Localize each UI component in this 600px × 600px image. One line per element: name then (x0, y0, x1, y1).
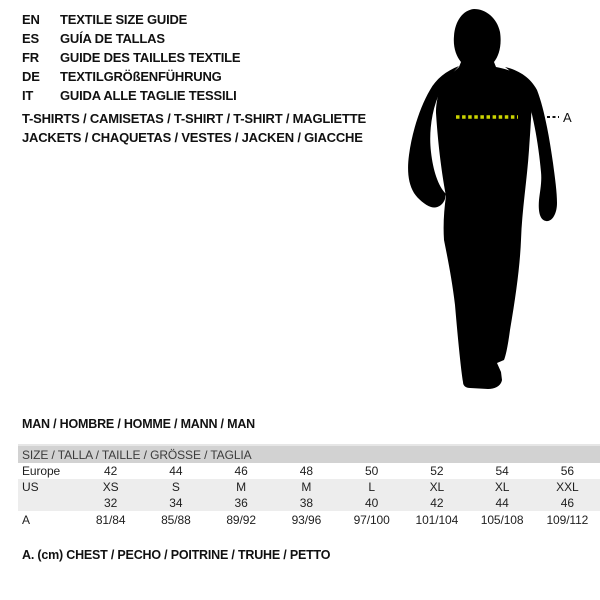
measure-label-a: A (563, 110, 572, 125)
language-row (22, 29, 240, 48)
category-tshirts: T-SHIRTS / CAMISETAS / T-SHIRT / T-SHIRT / MAGLIETTE (22, 111, 366, 126)
size-value: XXL (556, 480, 579, 494)
size-value: 46 (234, 464, 248, 478)
size-value: 44 (495, 496, 509, 510)
size-value: 32 (104, 496, 118, 510)
language-code: IT (22, 88, 34, 103)
size-value: 109/112 (546, 512, 589, 527)
language-row (22, 10, 240, 29)
size-value: 97/100 (353, 512, 390, 527)
silhouette-body (436, 9, 532, 389)
language-title: GUÍA DE TALLAS (60, 31, 165, 46)
size-value: M (236, 480, 247, 494)
language-title: GUIDA ALLE TAGLIE TESSILI (60, 88, 237, 103)
table-row-chest-a (18, 511, 600, 528)
language-code: ES (22, 31, 39, 46)
table-row-us (18, 479, 600, 495)
size-value: 36 (234, 496, 248, 510)
size-value: 93/96 (291, 512, 322, 527)
size-value: 38 (299, 496, 313, 510)
size-value: 40 (365, 496, 379, 510)
language-row (22, 67, 240, 86)
language-title: TEXTILGRÖßENFÜHRUNG (60, 69, 222, 84)
size-value: 54 (495, 464, 509, 478)
size-value: M (301, 480, 312, 494)
table-row-numeric (18, 495, 600, 511)
size-value: S (171, 480, 180, 494)
man-silhouette-figure (400, 0, 600, 420)
category-jackets: JACKETS / CHAQUETAS / VESTES / JACKEN / GIACCHE (22, 130, 363, 145)
row-label: A (22, 512, 30, 527)
size-value: 85/88 (161, 512, 191, 527)
language-code: FR (22, 50, 39, 65)
size-value: 105/108 (480, 512, 524, 527)
row-label: Europe (22, 464, 61, 478)
size-value: 46 (560, 496, 574, 510)
language-title: GUIDE DES TAILLES TEXTILE (60, 50, 241, 65)
language-row (22, 48, 240, 67)
size-value: XS (102, 480, 119, 494)
language-code: DE (22, 69, 40, 84)
size-value: L (368, 480, 375, 494)
size-value: 81/84 (95, 512, 126, 527)
language-title: TEXTILE SIZE GUIDE (60, 12, 188, 27)
man-silhouette-svg (400, 0, 600, 420)
row-label: US (22, 480, 39, 494)
size-value: 42 (430, 496, 444, 510)
section-title-man: MAN / HOMBRE / HOMME / MANN / MAN (22, 417, 255, 431)
size-value: 52 (430, 464, 444, 478)
garment-categories (22, 109, 366, 147)
size-value: XL (429, 480, 445, 494)
table-row-europe (18, 463, 600, 479)
size-value: 42 (104, 464, 118, 478)
size-value: 89/92 (226, 512, 256, 527)
measurement-footnote: A. (cm) CHEST / PECHO / POITRINE / TRUHE / PETTO (22, 548, 331, 562)
size-value: 44 (169, 464, 183, 478)
size-value: 56 (560, 464, 574, 478)
language-row (22, 86, 240, 105)
size-table (18, 444, 600, 528)
language-code: EN (22, 12, 40, 27)
size-value: 50 (365, 464, 379, 478)
size-value: 34 (169, 496, 183, 510)
size-table-header: SIZE / TALLA / TAILLE / GRÖSSE / TAGLIA (18, 446, 600, 463)
size-value: 48 (299, 464, 313, 478)
size-value: XL (494, 480, 510, 494)
size-value: 101/104 (415, 512, 459, 527)
language-list (22, 10, 240, 105)
